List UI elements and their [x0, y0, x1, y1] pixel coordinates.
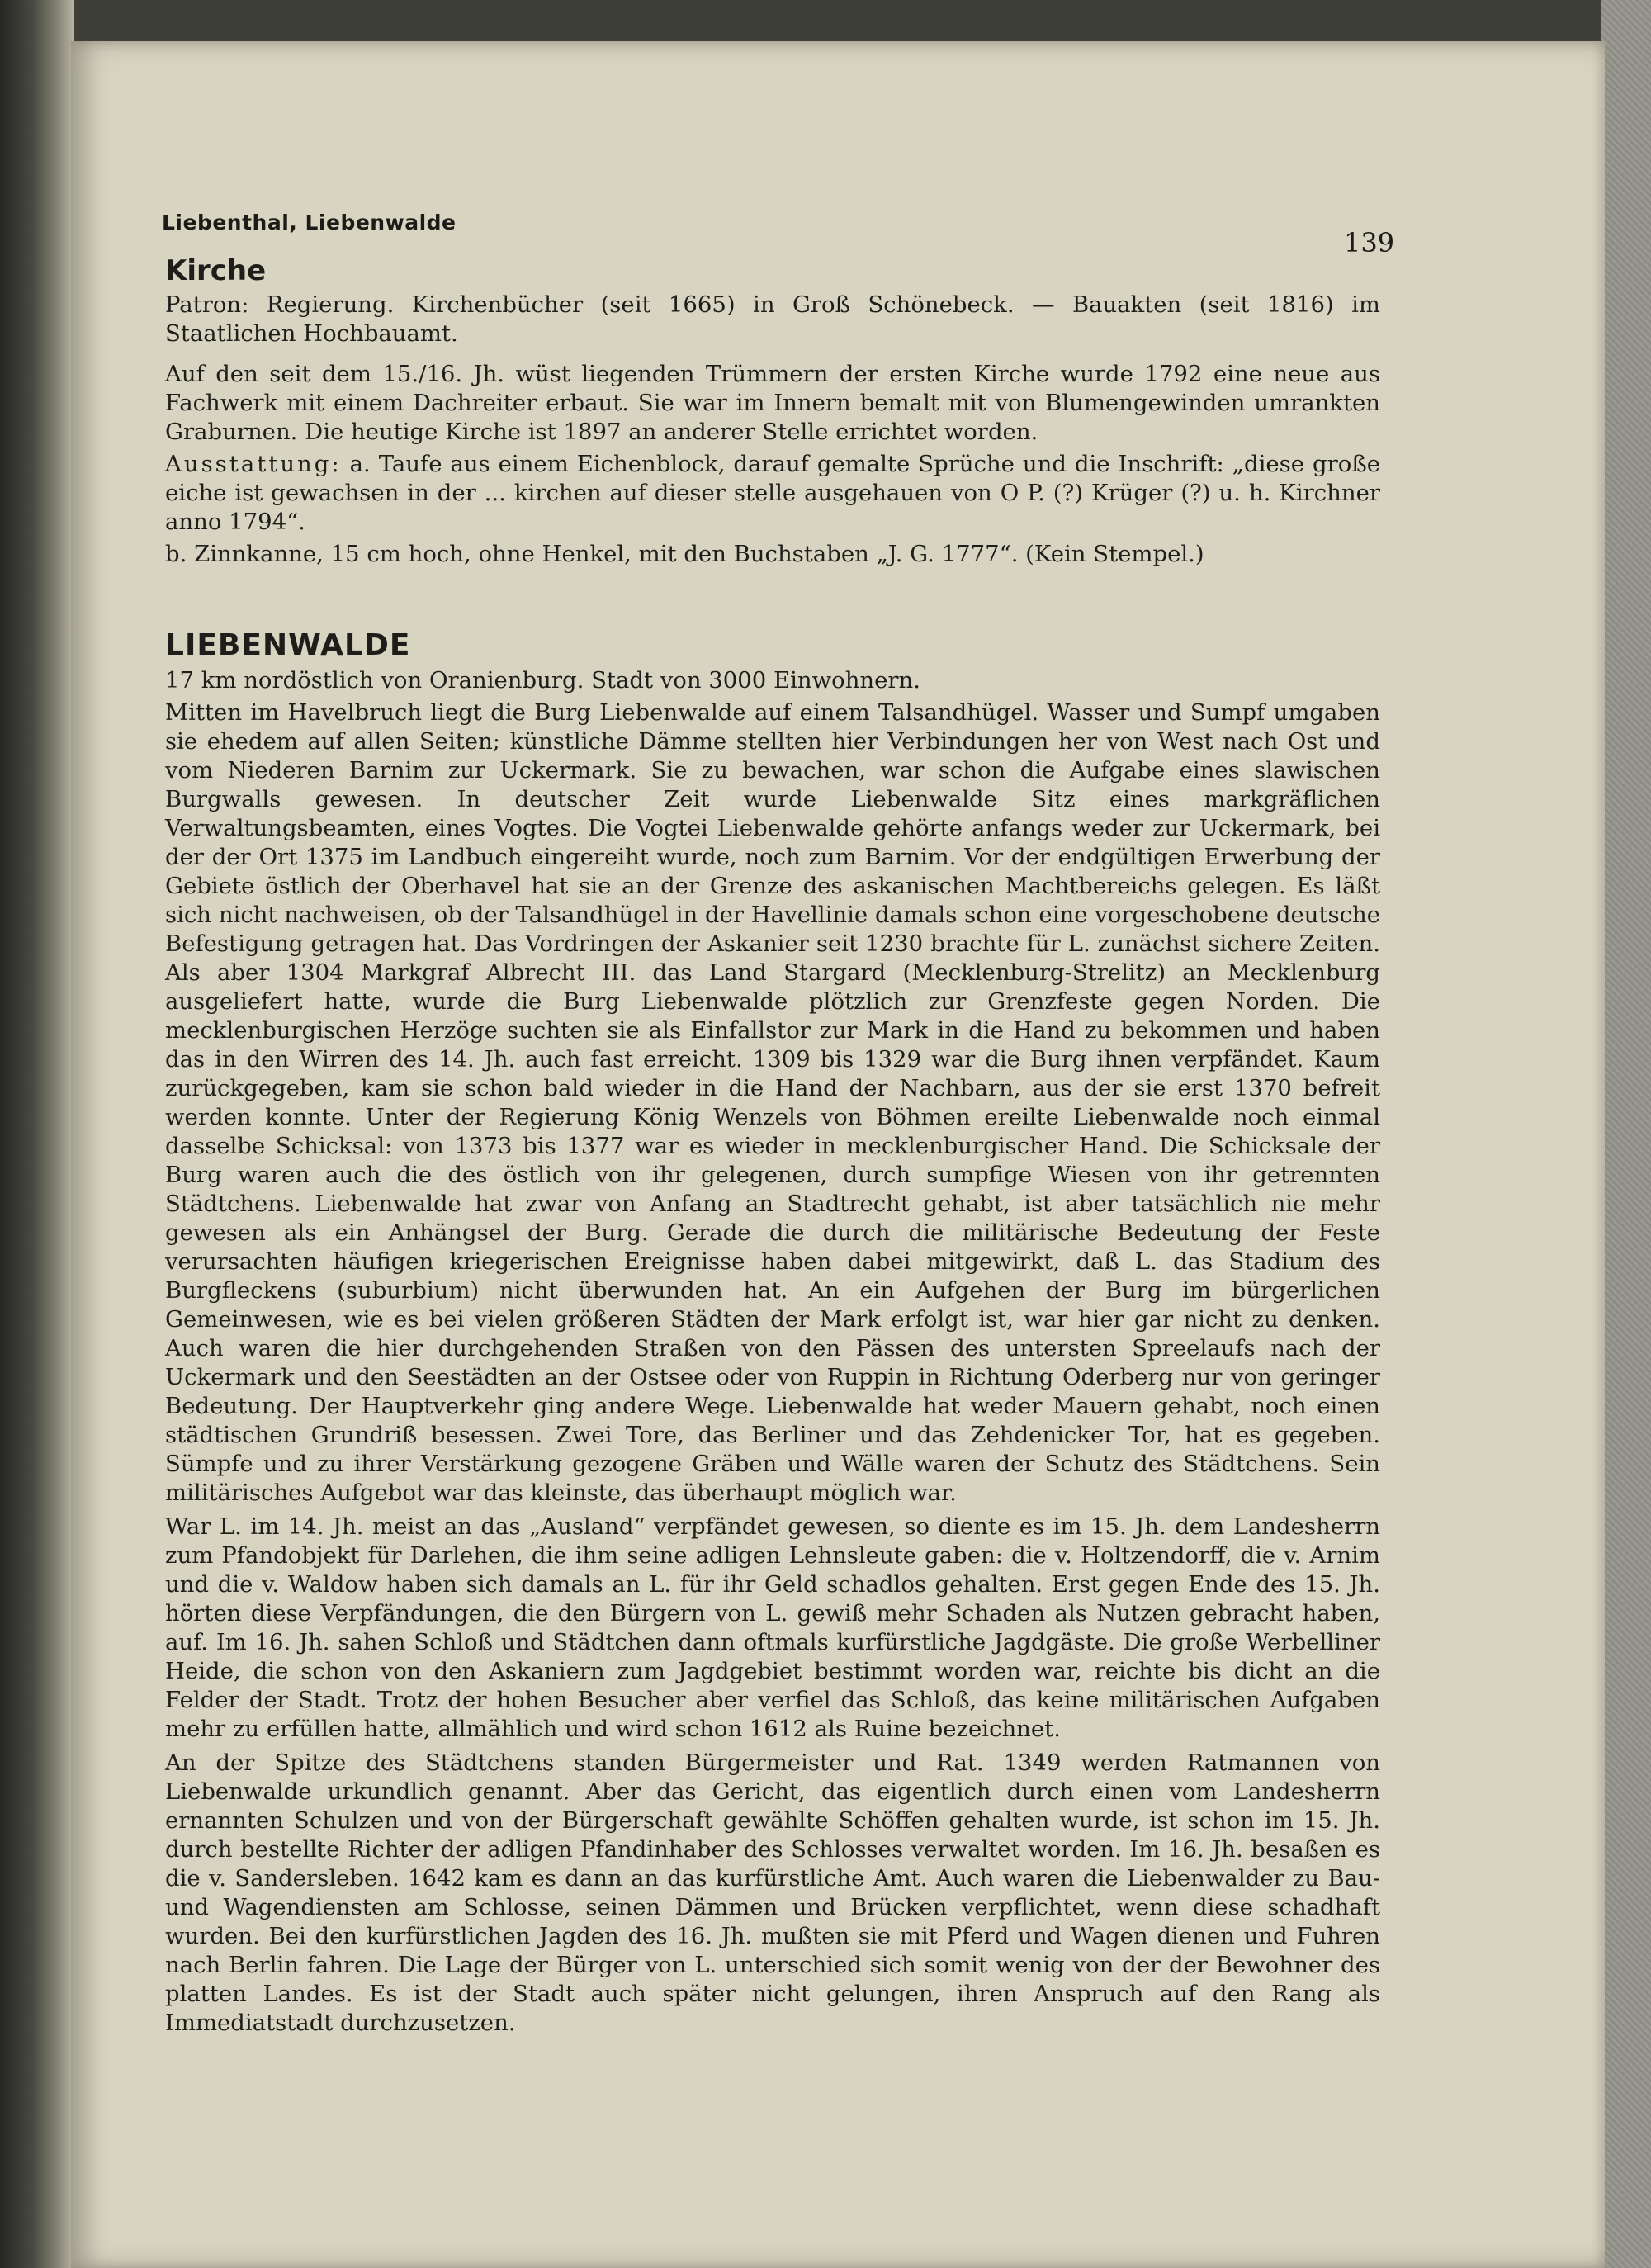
- liebenwalde-paragraph-1: Mitten im Havelbruch liegt die Burg Liebenwalde auf einem Talsandhügel. Wasser und Sumpf umgaben sie ehedem auf allen Seiten; künstliche Dämme stellten hier Verbindungen her von West nach Ost und vom Niederen Barnim zur Uckermark. Sie zu bewachen, war schon die Aufgabe eines slawischen Burgwalls gewesen. In deutscher Zeit wurde Liebenwalde Sitz eines markgräflichen Verwaltungsbeamten, eines Vogtes. Die Vogtei Liebenwalde gehörte anfangs weder zur Uckermark, bei der der Ort 1375 im Landbuch eingereiht wurde, noch zum Barnim. Vor der endgültigen Erwerbung der Gebiete östlich der Oberhavel hat sie an der Grenze des askanischen Machtbereichs gelegen. Es läßt sich nicht nachweisen, ob der Talsandhügel in der Havellinie damals schon eine vorgeschobene deutsche Befestigung getragen hat. Das Vordringen der Askanier seit 1230 brachte für L. zunächst sichere Zeiten. Als aber 1304 Markgraf Albrecht III. das Land Stargard (Mecklenburg-Strelitz) an Mecklenburg ausgeliefert hatte, wurde die Burg Liebenwalde plötzlich zur Grenzfeste gegen Norden. Die mecklenburgischen Herzöge suchten sie als Einfallstor zur Mark in die Hand zu bekommen und haben das in den Wirren des 14. Jh. auch fast erreicht. 1309 bis 1329 war die Burg ihnen verpfändet. Kaum zurückgegeben, kam sie schon bald wieder in die Hand der Nachbarn, aus der sie erst 1370 befreit werden konnte. Unter der Regierung König Wenzels von Böhmen ereilte Liebenwalde noch einmal dasselbe Schicksal: von 1373 bis 1377 war es wieder in mecklenburgischer Hand. Die Schicksale der Burg waren auch die des östlich von ihr gelegenen, durch sumpfige Wiesen von ihr getrennten Städtchens. Liebenwalde hat zwar von Anfang an Stadtrecht gehabt, ist aber tatsächlich nie mehr gewesen als ein Anhängsel der Burg. Gerade die durch die militärische Bedeutung der Feste verursachten häufigen kriegerischen Ereignisse haben dabei mitgewirkt, daß L. das Stadium des Burgfleckens (suburbium) nicht überwunden hat. An ein Aufgehen der Burg im bürgerlichen Gemeinwesen, wie es bei vielen größeren Städten der Mark erfolgt ist, war hier gar nicht zu denken. Auch waren die hier durchgehenden Straßen von den Pässen des untersten Spreelaufs nach der Uckermark und den Seestädten an der Ostsee oder von Ruppin in Richtung Oderberg nur von geringer Bedeutung. Der Hauptverkehr ging andere Wege. Liebenwalde hat weder Mauern gehabt, noch einen städtischen Grundriß besessen. Zwei Tore, das Berliner und das Zehdenicker Tor, hat es gegeben. Sümpfe und zu ihrer Verstärkung gezogene Gräben und Wälle waren der Schutz des Städtchens. Sein militärisches Aufgebot war das kleinste, das überhaupt möglich war.: [165, 699, 1380, 1506]
- book-gutter: [0, 0, 74, 2268]
- page-number: 139: [1344, 227, 1395, 258]
- book-cover-top: [0, 0, 1651, 45]
- liebenwalde-intro: 17 km nordöstlich von Oranienburg. Stadt von 3000 Einwohnern.: [165, 667, 920, 694]
- page-content: [165, 254, 1380, 2041]
- ausstattung-item-b: b. Zinnkanne, 15 cm hoch, ohne Henkel, mit den Buchstaben „J. G. 1777“. (Kein Stempel.): [165, 541, 1204, 567]
- liebenwalde-paragraph-3: An der Spitze des Städtchens standen Bürgermeister und Rat. 1349 werden Ratmannen von Liebenwalde urkundlich genannt. Aber das Gericht, das eigentlich durch einen vom Landesherrn ernannten Schulzen und von der Bürgerschaft gewählte Schöffen gehalten wurde, ist schon im 15. Jh. durch bestellte Richter der adligen Pfandinhaber des Schlosses verwaltet worden. Im 16. Jh. besaßen es die v. Sandersleben. 1642 kam es dann an das kurfürstliche Amt. Auch waren die Liebenwalder zu Bau- und Wagendiensten am Schlosse, seinen Dämmen und Brücken verpflichtet, wenn diese schadhaft wurden. Bei den kurfürstlichen Jagden des 16. Jh. mußten sie mit Pferd und Wagen dienen und Fuhren nach Berlin fahren. Die Lage der Bürger von L. unterschied sich somit wenig von der der Bewohner des platten Landes. Es ist der Stadt auch später nicht gelungen, ihren Anspruch auf den Rang als Immediatstadt durchzusetzen.: [165, 1750, 1380, 2036]
- liebenwalde-paragraph-2: War L. im 14. Jh. meist an das „Ausland“ verpfändet gewesen, so diente es im 15. Jh. dem Landesherrn zum Pfandobjekt für Darlehen, die ihm seine adligen Lehnsleute gaben: die v. Holtzendorff, die v. Arnim und die v. Waldow haben sich damals an L. für ihr Geld schadlos gehalten. Erst gegen Ende des 15. Jh. hörten diese Verpfändungen, die den Bürgern von L. gewiß mehr Schaden als Nutzen gebracht haben, auf. Im 16. Jh. sahen Schloß und Städtchen dann oftmals kurfürstliche Jagdgäste. Die große Werbelliner Heide, die schon von den Askaniern zum Jagdgebiet bestimmt worden war, reichte bis dicht an die Felder der Stadt. Trotz der hohen Besucher aber verfiel das Schloß, das keine militärischen Aufgaben mehr zu erfüllen hatte, allmählich und wird schon 1612 als Ruine bezeichnet.: [165, 1513, 1380, 1742]
- ausstattung-item-a: a. Taufe aus einem Eichenblock, darauf gemalte Sprüche und die Inschrift: „diese große eiche ist gewachsen in der ... kirchen auf dieser stelle ausgehauen von O P. (?) Krüger (?) u. h. Kirchner anno 1794“.: [165, 451, 1380, 535]
- running-head: Liebenthal, Liebenwalde: [162, 211, 457, 234]
- section-heading-liebenwalde: LIEBENWALDE: [165, 628, 411, 662]
- ausstattung-paragraph: [165, 450, 1380, 537]
- patron-paragraph: Patron: Regierung. Kirchenbücher (seit 1665) in Groß Schönebeck. — Bauakten (seit 1816) im Staatlichen Hochbauamt.: [165, 291, 1380, 347]
- ausstattung-label: Ausstattung:: [165, 451, 342, 477]
- book-cover-edge: [1601, 0, 1651, 2268]
- kirche-history-paragraph: Auf den seit dem 15./16. Jh. wüst liegenden Trümmern der ersten Kirche wurde 1792 eine neue aus Fachwerk mit einem Dachreiter erbaut. Sie war im Innern bemalt mit von Blumengewinden umrankten Graburnen. Die heutige Kirche ist 1897 an anderer Stelle errichtet worden.: [165, 361, 1380, 445]
- section-heading-kirche: Kirche: [165, 254, 267, 287]
